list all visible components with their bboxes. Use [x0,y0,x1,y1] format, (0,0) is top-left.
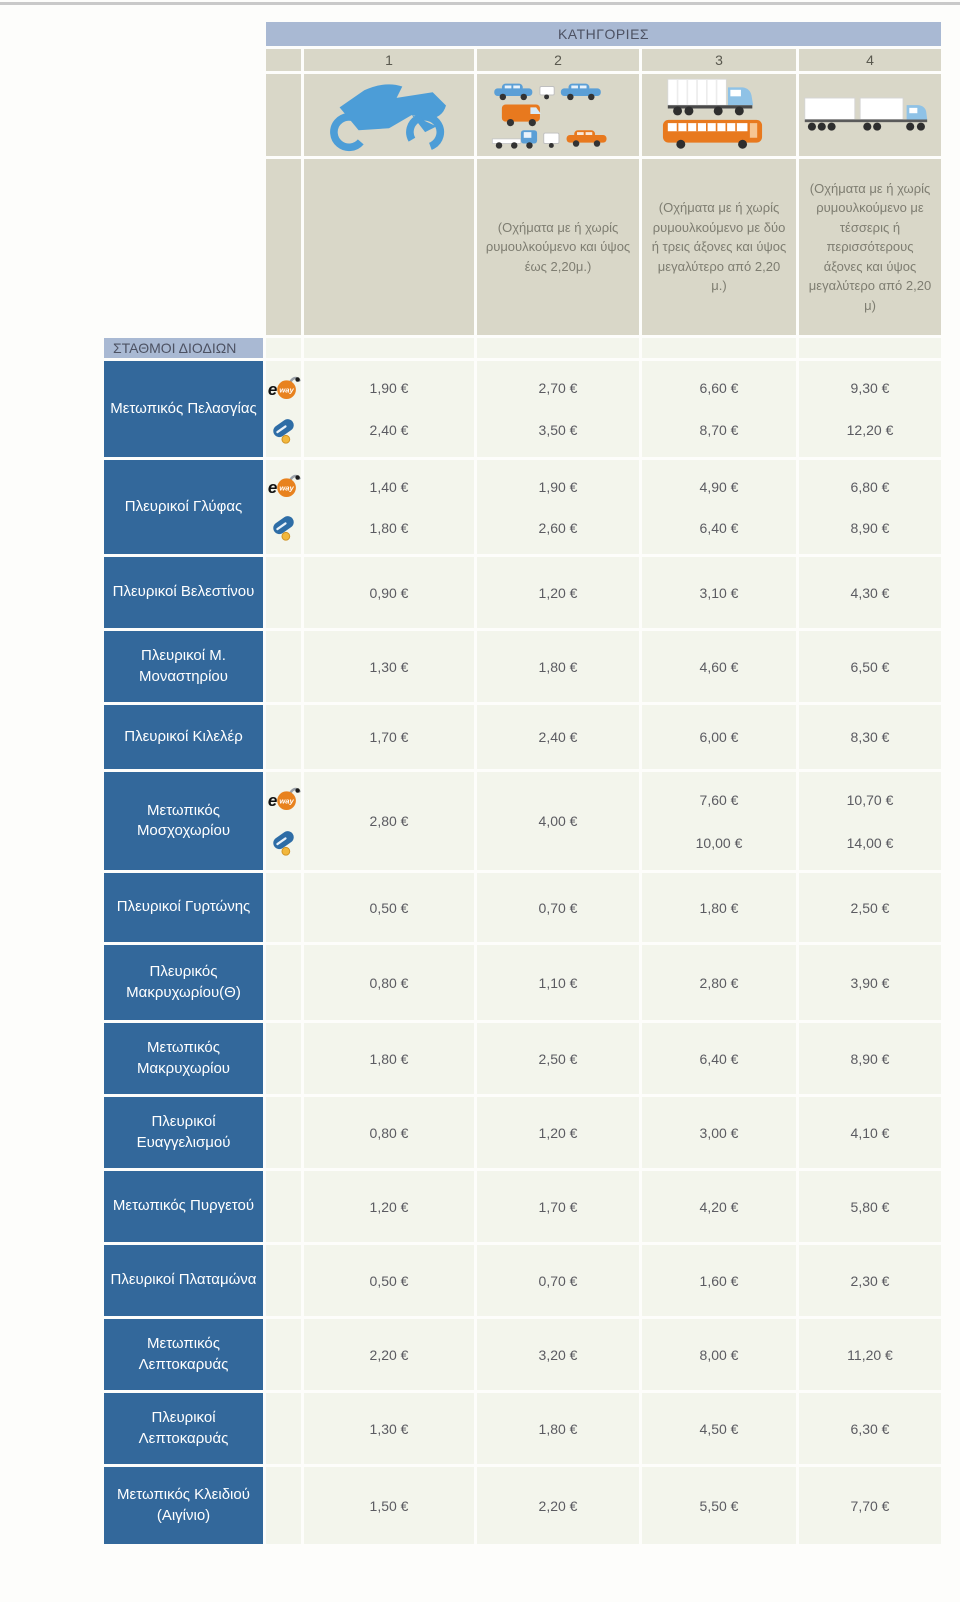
payment-icons-cell [266,873,301,942]
price-cell [477,557,639,628]
station-label: Πλευρικός Μακρυχωρίου(Θ) [126,963,241,1001]
category-1-vehicles [304,74,474,156]
price-cell [642,772,796,870]
price-value: 1,20 € [538,584,578,601]
price-cell [642,460,796,554]
price-value: 0,50 € [369,899,409,916]
price-cell [642,1467,796,1544]
page-top-divider [0,2,960,5]
payment-icons-cell [266,1467,301,1544]
price-cell [304,1245,474,1316]
price-value: 1,80 € [369,519,409,536]
price-value: 1,70 € [369,729,409,745]
svg-text:e: e [267,477,277,497]
station-cell [104,705,263,769]
price-cell [304,772,474,870]
price-cell [799,1171,941,1242]
price-cell [304,557,474,628]
price-value: 7,60 € [699,791,739,808]
epass-icon [267,785,301,813]
price-cell [304,945,474,1020]
motorcycle-icon [314,77,464,153]
station-label: Πλευρικοί Ευαγγελισμού [136,1113,231,1151]
epass-icon [267,374,301,402]
station-cell [104,557,263,628]
price-cell [799,1319,941,1390]
categories-header: ΚΑΤΗΓΟΡΙΕΣ [266,22,941,46]
price-cell [477,1467,639,1544]
station-cell [104,873,263,942]
price-cell [799,557,941,628]
price-cell [799,873,941,942]
price-value: 2,70 € [538,380,578,396]
truck-bus-icon [647,76,791,154]
price-value: 10,70 € [846,791,894,808]
price-cell [799,631,941,702]
price-cell [304,705,474,769]
price-cell [304,460,474,554]
station-cell [104,361,263,457]
price-cell [304,873,474,942]
price-cell [477,705,639,769]
price-value: 4,90 € [699,478,739,495]
icon-column-spacer [266,159,301,335]
price-value: 6,40 € [699,519,739,536]
price-cell [477,1097,639,1168]
payment-icons-cell [266,1023,301,1094]
payment-icons-cell [266,772,301,870]
price-value: 1,70 € [538,1198,578,1215]
blank-cell [642,338,796,358]
station-cell [104,1467,263,1544]
price-cell [304,1319,474,1390]
payment-icons-cell [266,705,301,769]
price-cell [477,1171,639,1242]
station-label: Πλευρικοί Λεπτοκαρυάς [138,1409,229,1447]
station-label: Πλευρικοί Βελεστίνου [112,583,255,601]
category-4-description: (Οχήματα με ή χωρίς ρυμουλκούμενο με τέσσερις ή περισσότερους άξονες και ύψος μεγαλύτερο από 2,20 μ) [799,159,941,335]
payment-icons-cell [266,1097,301,1168]
price-value: 1,90 € [369,380,409,396]
price-value: 8,90 € [850,519,890,536]
price-value: 0,70 € [538,1272,578,1289]
stations-header: ΣΤΑΘΜΟΙ ΔΙΟΔΙΩΝ [104,338,263,358]
price-value: 6,80 € [850,478,890,495]
price-value: 2,80 € [369,813,409,829]
price-cell [304,1023,474,1094]
price-cell [304,1393,474,1464]
category-4-vehicles [799,74,941,156]
price-cell [477,772,639,870]
price-value: 2,50 € [850,899,890,916]
price-cell [477,873,639,942]
station-cell [104,460,263,554]
price-value: 3,90 € [850,974,890,991]
svg-text:e: e [267,379,277,399]
price-cell [799,1467,941,1544]
price-cell [799,361,941,457]
price-cell [642,1023,796,1094]
price-value: 6,50 € [850,658,890,675]
station-label: Πλευρικοί Μ. Μοναστηρίου [139,647,228,685]
price-value: 9,30 € [850,380,890,396]
svg-text:way: way [278,385,294,395]
price-cell [642,945,796,1020]
price-value: 1,10 € [538,974,578,991]
station-cell [104,1023,263,1094]
price-value: 2,50 € [538,1050,578,1067]
station-label: Μετωπικός Πελασγίας [110,399,257,417]
station-cell [104,772,263,870]
price-value: 4,00 € [538,813,578,829]
epass-icon [267,472,301,500]
price-value: 8,70 € [699,422,739,438]
price-value: 2,60 € [538,519,578,536]
payment-icons-cell [266,1171,301,1242]
station-label: Πλευρικοί Πλαταμώνα [110,1271,257,1289]
price-value: 1,80 € [369,1050,409,1067]
price-value: 8,30 € [850,729,890,745]
price-value: 7,70 € [850,1497,890,1514]
price-value: 1,60 € [699,1272,739,1289]
price-cell [799,1245,941,1316]
price-cell [477,1393,639,1464]
category-4-number: 4 [799,49,941,71]
price-cell [477,1023,639,1094]
price-value: 3,10 € [699,584,739,601]
price-cell [304,1171,474,1242]
price-value: 2,30 € [850,1272,890,1289]
blank-cell [304,338,474,358]
price-value: 12,20 € [846,422,894,438]
station-cell [104,1319,263,1390]
station-label: Μετωπικός Λεπτοκαρυάς [138,1335,229,1373]
station-cell [104,945,263,1020]
svg-text:e: e [267,790,277,810]
category-1-number: 1 [304,49,474,71]
price-value: 1,80 € [699,899,739,916]
station-cell [104,1393,263,1464]
price-value: 5,50 € [699,1497,739,1514]
price-value: 1,50 € [369,1497,409,1514]
blank-cell [799,338,941,358]
price-value: 6,00 € [699,729,739,745]
price-value: 4,20 € [699,1198,739,1215]
price-value: 6,30 € [850,1420,890,1437]
category-1-description [304,159,474,335]
price-value: 2,20 € [369,1346,409,1363]
payment-icons-cell [266,1319,301,1390]
svg-text:way: way [278,483,294,493]
icon-column-spacer [266,49,301,71]
price-value: 2,40 € [369,422,409,438]
category-2-description: (Οχήματα με ή χωρίς ρυμουλκούμενο και ύψος έως 2,20μ.) [477,159,639,335]
price-cell [477,361,639,457]
payment-icons-cell [266,557,301,628]
price-value: 4,30 € [850,584,890,601]
price-value: 0,50 € [369,1272,409,1289]
price-cell [304,361,474,457]
price-cell [642,1097,796,1168]
price-value: 3,20 € [538,1346,578,1363]
price-value: 6,40 € [699,1050,739,1067]
price-cell [304,1467,474,1544]
price-cell [477,945,639,1020]
blank-cell [266,338,301,358]
price-value: 1,80 € [538,658,578,675]
price-cell [642,1171,796,1242]
price-value: 10,00 € [695,834,743,851]
price-cell [642,873,796,942]
price-value: 1,90 € [538,478,578,495]
price-cell [642,361,796,457]
station-cell [104,631,263,702]
price-cell [304,631,474,702]
price-cell [642,705,796,769]
category-3-description: (Οχήματα με ή χωρίς ρυμουλκούμενο με δύο ή τρεις άξονες και ύψος μεγαλύτερο από 2,20 μ.) [642,159,796,335]
blank-cell [477,338,639,358]
price-cell [799,945,941,1020]
price-value: 6,60 € [699,380,739,396]
station-cell [104,1097,263,1168]
price-cell [477,460,639,554]
payment-icons-cell [266,1245,301,1316]
price-value: 2,20 € [538,1497,578,1514]
price-cell [642,1245,796,1316]
price-value: 1,20 € [538,1124,578,1141]
price-value: 0,80 € [369,974,409,991]
price-cell [799,1023,941,1094]
price-cell [304,1097,474,1168]
price-cell [642,1393,796,1464]
price-value: 1,20 € [369,1198,409,1215]
price-value: 0,90 € [369,584,409,601]
price-cell [642,631,796,702]
station-cell [104,1171,263,1242]
price-value: 3,50 € [538,422,578,438]
cash-icon [271,827,297,857]
articulated-truck-icon [803,88,937,142]
price-value: 11,20 € [847,1346,893,1363]
station-label: Μετωπικός Κλειδιού (Αιγίνιο) [117,1486,250,1524]
cars-vans-icon [483,76,633,154]
price-cell [477,1319,639,1390]
station-label: Πλευρικοί Γλύφας [124,497,243,515]
payment-icons-cell [266,945,301,1020]
svg-text:way: way [278,796,294,806]
payment-icons-cell [266,1393,301,1464]
price-cell [799,772,941,870]
price-value: 0,80 € [369,1124,409,1141]
price-value: 8,90 € [850,1050,890,1067]
price-value: 5,80 € [850,1198,890,1215]
price-cell [477,1245,639,1316]
category-2-vehicles [477,74,639,156]
cash-icon [271,512,297,542]
price-value: 4,50 € [699,1420,739,1437]
payment-icons-cell [266,460,301,554]
price-cell [799,1097,941,1168]
payment-icons-cell [266,631,301,702]
station-label: Μετωπικός Μακρυχωρίου [137,1039,230,1077]
price-value: 4,10 € [850,1124,890,1141]
station-cell [104,1245,263,1316]
price-cell [642,1319,796,1390]
price-value: 8,00 € [699,1346,739,1363]
category-3-vehicles [642,74,796,156]
station-label: Πλευρικοί Κιλελέρ [124,727,243,745]
toll-price-table [104,22,941,1544]
price-value: 1,30 € [369,1420,409,1437]
price-value: 2,80 € [699,974,739,991]
icon-column-spacer [266,74,301,156]
category-2-number: 2 [477,49,639,71]
price-cell [642,557,796,628]
price-cell [799,1393,941,1464]
category-3-number: 3 [642,49,796,71]
price-value: 4,60 € [699,658,739,675]
price-value: 1,80 € [538,1420,578,1437]
price-cell [799,460,941,554]
cash-icon [271,415,297,445]
price-value: 1,40 € [369,478,409,495]
price-value: 14,00 € [846,834,894,851]
price-value: 0,70 € [538,899,578,916]
payment-icons-cell [266,361,301,457]
price-cell [477,631,639,702]
station-label: Μετωπικός Μοσχοχωρίου [136,801,231,839]
price-value: 3,00 € [699,1124,739,1141]
price-value: 2,40 € [538,729,578,745]
station-label: Πλευρικοί Γυρτώνης [116,898,251,916]
price-value: 1,30 € [369,658,409,675]
station-label: Μετωπικός Πυργετού [112,1197,255,1215]
price-cell [799,705,941,769]
